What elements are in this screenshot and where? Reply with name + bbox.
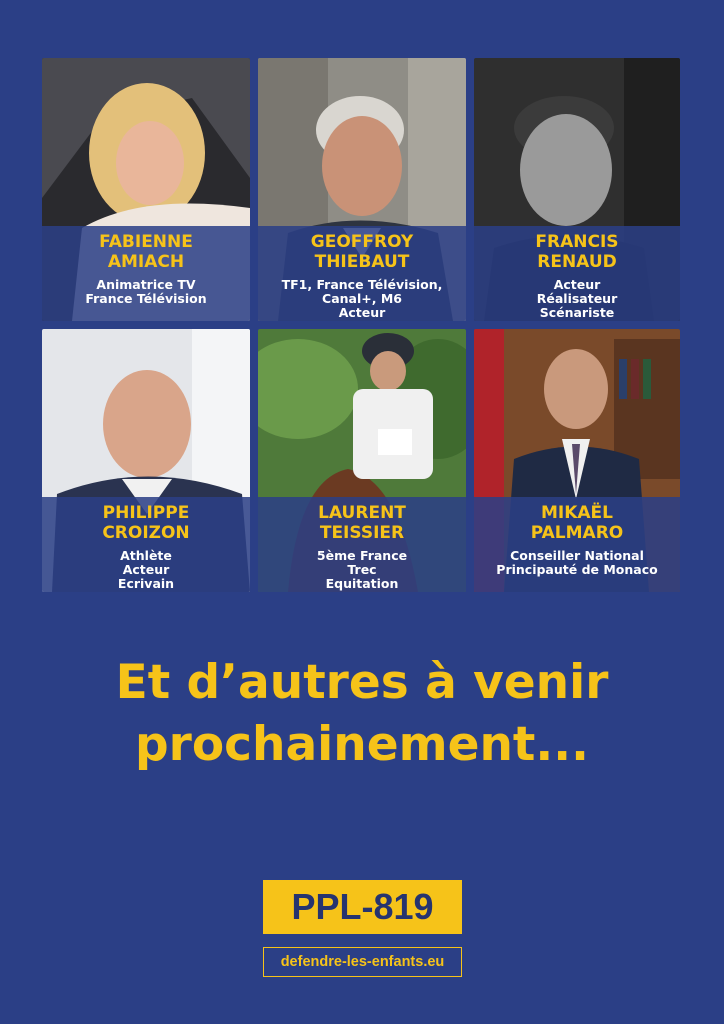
- person-card-mikael-palmaro: [474, 329, 680, 592]
- person-name: PHILIPPE CROIZON: [102, 503, 190, 543]
- people-grid: [42, 58, 680, 592]
- person-role: 5ème France Trec Equitation: [316, 548, 408, 591]
- caption-band: [42, 497, 250, 592]
- caption-band: [474, 497, 680, 592]
- person-card-geoffroy-thiebaut: [258, 58, 466, 321]
- person-card-francis-renaud: [474, 58, 680, 321]
- person-role: TF1, France Télévision, Canal+, M6 Acteur: [281, 277, 443, 320]
- person-role: Conseiller National Principauté de Monaco: [496, 548, 658, 577]
- headline: Et d’autres à venir prochainement...: [115, 655, 609, 772]
- person-name: GEOFFROY THIEBAUT: [310, 232, 414, 272]
- person-name: FABIENNE AMIACH: [99, 232, 193, 272]
- person-role: Acteur Réalisateur Scénariste: [536, 277, 618, 320]
- caption-band: [42, 226, 250, 321]
- person-name: MIKAËL PALMARO: [530, 503, 624, 543]
- person-card-laurent-teissier: [258, 329, 466, 592]
- person-name: LAURENT TEISSIER: [318, 503, 406, 543]
- person-name: FRANCIS RENAUD: [535, 232, 619, 272]
- person-role: Athlète Acteur Ecrivain: [117, 548, 175, 591]
- website-link[interactable]: defendre-les-enfants.eu: [263, 947, 462, 977]
- person-role: Animatrice TV France Télévision: [85, 277, 207, 306]
- ppl-badge: PPL-819: [263, 880, 462, 934]
- caption-band: [258, 226, 466, 321]
- caption-band: [474, 226, 680, 321]
- person-card-philippe-croizon: [42, 329, 250, 592]
- person-card-fabienne-amiach: [42, 58, 250, 321]
- caption-band: [258, 497, 466, 592]
